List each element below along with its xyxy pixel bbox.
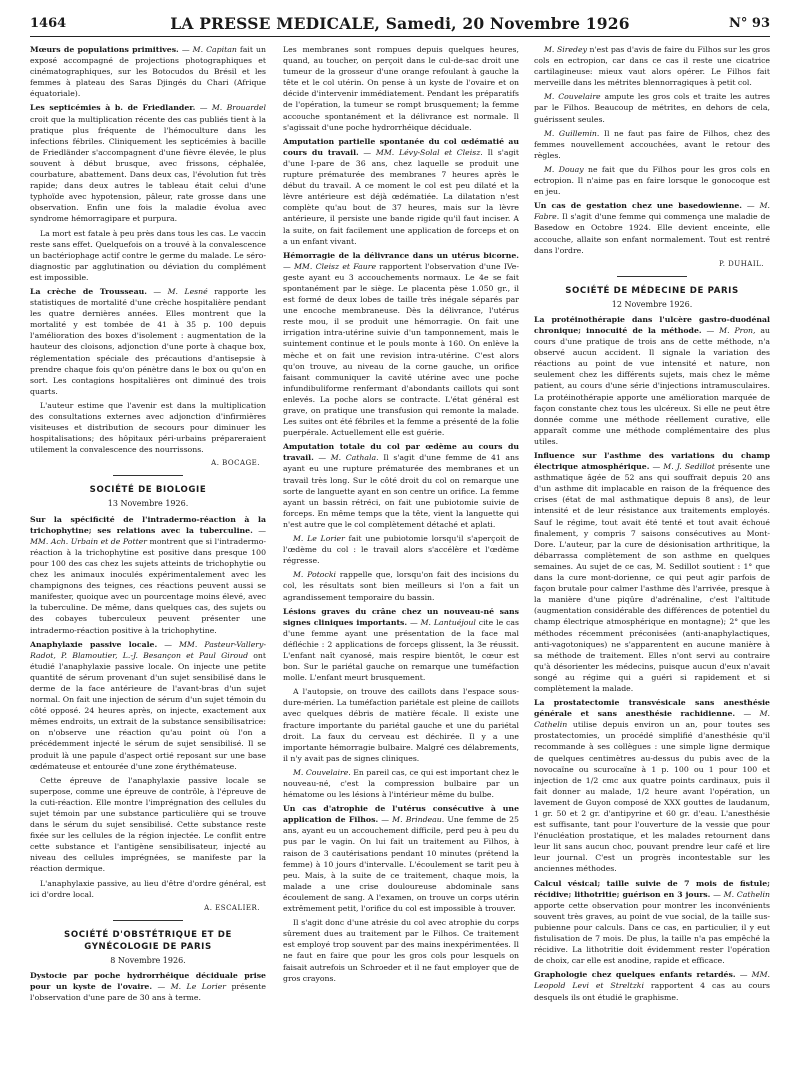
- paragraph: Lésions graves du crâne chez un nouveau-né sans signes cliniques importants. — M. Lantuéjoul cite le cas d'une femme ayant une présentation de la face mal défléchie : 2 applications de forceps glissent, la 3e réussit. L'enfant naît cyanosé, mais respire bientôt, le cœur est bon. Sur le pariétal gauche on remarque une tuméfaction molle. L'enfant meurt brusquement.: [283, 606, 519, 683]
- paragraph: Anaphylaxie passive locale. — MM. Pasteur-Vallery-Radot, P. Blamoutier, L.-J. Besançon et Paul Giroud ont étudié l'anaphylaxie passive locale. On injecte une petite quantité de sérum provenant d'un sujet sensibilisé dans le derme de la face antérieure de l'avant-bras d'un sujet normal. On fait une injection de sérum d'un sujet témoin du côté opposé. 24 heures après, on injecte, exactement aux mêmes endroits, un extrait de la substance sensibilisatrice: on n'observe une réaction qu'au point où l'on a précédemment injecté le sérum de sujet sensibilisé. Il se produit là une papule d'aspect ortié reposant sur une base œdémateuse et entourée d'une zone érythémateuse.: [30, 639, 266, 771]
- divider: [617, 276, 687, 277]
- paragraph: M. Douay ne fait que du Filhos pour les gros cols en ectropion. Il n'aime pas en faire lorsque le gonocoque est en jeu.: [534, 164, 770, 197]
- section-date: 13 Novembre 1926.: [107, 499, 189, 509]
- section-date: 8 Novembre 1926.: [110, 955, 186, 965]
- paragraph: M. Potocki rappelle que, lorsqu'on fait des incisions du col, les résultats sont bien meilleurs si l'on a fait un agrandissement temporaire du bassin.: [283, 570, 519, 602]
- paragraph: Amputation totale du col par œdème au cours du travail. — M. Cathala. Il s'agit d'une femme de 41 ans ayant eu une rupture prématurée des membranes et un travail très long. Sur le côté droit du col on remarque une sorte de languette ayant en son centre un orifice. La femme ayant un bassin rétréci, on fait une pubiotomie suivie de forceps. En même temps que la tête, vient la languette qui n'est autre que le col complètement détaché et aplati.: [283, 442, 519, 529]
- page-number: 1464: [30, 16, 67, 31]
- paragraph: Les septicémies à b. de Friedlander. — M. Brouardel croit que la multiplication récente des cas publiés tient à la pratique plus fréquente de l'hémoculture dans les infections fébriles. Cliniquement les septicémies à bacille de Friedländer s'accompagnent d'une fièvre élevée, le plus souvent à début brusque, avec frissons, céphalée, courbature, abattement. Dans deux cas, l'évolution fut très rapide; dans deux autres le tableau était celui d'une typhoïde avec hypotension, pâleur, rate grosse dans une observation. Enfin une fois la maladie évolua avec syndrome hémorragipare et purpura.: [30, 103, 266, 224]
- paragraph: M. Guillemin. Il ne faut pas faire de Filhos, chez des femmes nouvellement accouchées, avant le retour des règles.: [534, 128, 770, 160]
- paragraph: Il s'agit donc d'une atrésie du col avec atrophie du corps sûrement dues au traitement par le Filhos. Ce traitement est employé trop souvent par des mains inexpérimentées. Il ne faut en faire que pour les gros cols pour lesquels on faisait autrefois un Schroeder et il ne faut employer que de gros crayons.: [283, 918, 519, 983]
- paragraph: Cette épreuve de l'anaphylaxie passive locale se superpose, comme une épreuve de contrôle, à l'épreuve de la cuti-réaction. Elle montre l'imprégnation des cellules du sujet témoin par une substance particulière qui se trouve dans le sérum du sujet sensibilisé. Cette substance reste fixée sur les cellules de la région injectée. Le conflit entre cette substance et l'antigène sensibilisateur, injecté au niveau des cellules imprégnées, se manifeste par la réaction dermique.: [30, 775, 266, 874]
- issue-number: N° 93: [729, 16, 770, 31]
- column-1: [30, 44, 266, 1080]
- paragraph: M. Siredey n'est pas d'avis de faire du Filhos sur les gros cols en ectropion, car dans ce cas il reste une cicatrice cartilagineuse: mieux vaut alors opérer. Le Filhos fait merveille dans les métrites blennorragiques à petit col.: [534, 45, 770, 88]
- paragraph: M. Couvelaire ampute les gros cols et traite les autres par le Filhos. Beaucoup de métrites, en dehors de cela, guérissent seules.: [534, 92, 770, 124]
- paragraph: La protéinothérapie dans l'ulcère gastro-duodénal chronique; innocuité de la méthode. — M. Pron, au cours d'une pratique de trois ans de cette méthode, n'a observé aucun accident. Il signale la variation des réactions au point de vue intensité et nature, non seulement chez les différents sujets, mais chez le même patient, au cours d'une série d'injections intramusculaires. La protéinothérapie apporte une amélioration marquée de façon constante chez tous les ulcéreux. Si elle ne peut être donnée comme une méthode réellement curative, elle apparaît comme une méthode complémentaire des plus utiles.: [534, 314, 770, 446]
- page-header: [30, 14, 770, 37]
- section-date: 12 Novembre 1926.: [611, 299, 693, 309]
- paragraph: M. Le Lorier fait une pubiotomie lorsqu'il s'aperçoit de l'œdème du col : le travail alors s'accélère et l'œdème régresse.: [283, 534, 519, 566]
- paragraph: Mœurs de populations primitives. — M. Capitan fait un exposé accompagné de projections photographiques et cinématographiques, sur les Botocudos du Brésil et les femmes à plateau des Saras Djingés du Chari (Afrique équatoriale).: [30, 45, 266, 99]
- column-2: [283, 44, 519, 1080]
- paragraph: La mort est fatale à peu près dans tous les cas. Le vaccin reste sans effet. Quelquefois on a trouvé à la convalescence un bactériophage actif contre le germe du malade. Le séro-diagnostic par agglutination ou déviation du complément est impossible.: [30, 228, 266, 282]
- paragraph: Un cas d'atrophie de l'utérus consécutive à une application de Filhos. — M. Brindeau. Une femme de 25 ans, ayant eu un accouchement difficile, perd peu à peu du pus par le vagin. On lui fait un traitement au Filhos, à raison de 3 cautérisations pendant 10 minutes (prétend la femme) à 10 jours d'intervalle. L'écoulement se tarit peu à peu. Mais, à la suite de ce traitement, chaque mois, la malade a une crise douloureuse abdominale sans écoulement de sang. A l'examen, on trouve un corps utérin extrêmement petit, l'orifice du col est impossible à trouver.: [283, 804, 519, 914]
- paragraph: Calcul vésical; taille suivie de 7 mois de fistule; récidive; lithotritie; guérison en 3 jours. — M. Cathelin apporte cette observation pour montrer les inconvénients souvent très graves, au point de vue social, de la taille sus-pubienne pour calculs. Dans ce cas, en particulier, il y eut fistulisation de 7 mois. De plus, la taille n'a pas empêché la récidive. La lithotritie doit évidemment rester l'opération de choix, car elle est anodine, rapide et efficace.: [534, 878, 770, 966]
- signature: A. BOCAGE.: [211, 459, 260, 468]
- journal-title: LA PRESSE MEDICALE, Samedi, 20 Novembre 1926: [170, 14, 630, 33]
- paragraph: Amputation partielle spontanée du col œdématié au cours du travail. — MM. Lévy-Solal et Cleisz. Il s'agit d'une I-pare de 36 ans, chez laquelle se produit une rupture prématurée des membranes 7 heures après le début du travail. A ce moment le col est peu dilaté et la lèvre antérieure est déjà œdématiée. La dilatation n'est complète qu'au bout de 37 heures, mais sur la lèvre antérieure, il persiste une bande rigide qu'il faut inciser. A la suite, on fait facilement une application de forceps et on a un enfant vivant.: [283, 136, 519, 246]
- paragraph: Sur la spécificité de l'intradermo-réaction à la trichophytine; ses relations avec la tuberculine. — MM. Ach. Urbain et de Potter montrent que si l'intradermo-réaction à la trichophytine est positive dans presque 100 pour 100 des cas chez les sujets atteints de trichophytie ou chez les animaux inoculés expérimentalement avec les champignons des teignes, ces réactions peuvent aussi se manifester, quoique avec un pourcentage moins élevé, avec la tuberculine. De même, dans quelques cas, des sujets ou des cobayes tuberculeux peuvent présenter une intradermo-réaction positive à la trichophytine.: [30, 514, 266, 635]
- paragraph: Un cas de gestation chez une basedowienne. — M. Fabre. Il s'agit d'une femme qui commença une maladie de Basedow en Octobre 1924. Elle devient enceinte, elle accouche, allaite son enfant normalement. Tout est rentré dans l'ordre.: [534, 201, 770, 255]
- paragraph: La crèche de Trousseau. — M. Lesné rapporte les statistiques de mortalité d'une crèche hospitalière pendant les quatre dernières années. Elles montrent que la mortalité y est tombée de 41 à 35 p. 100 depuis l'amélioration des boxes d'isolement : augmentation de la hauteur des cloisons, adjonction d'une porte à chaque box, réglementation spéciale des précautions d'antisepsie à prendre chaque fois qu'on pénètre dans le box ou qu'on en sort. Les contagions hospitalières ont diminué des trois quarts.: [30, 286, 266, 396]
- paragraph: L'auteur estime que l'avenir est dans la multiplication des consultations externes avec adjonction d'infirmières visiteuses et distribution de secours pour diminuer les hospitalisations; des hôpitaux péri-urbains prépareraient utilement la convalescence des nourrissons.: [30, 400, 266, 455]
- signature: A. ESCALIER.: [204, 903, 260, 912]
- paragraph: Dystocie par poche hydrorrhéique déciduale prise pour un kyste de l'ovaire. — M. Le Lorier présente l'observation d'une pare de 30 ans à terme.: [30, 970, 266, 1003]
- paragraph: M. Couvelaire. En pareil cas, ce qui est important chez le nouveau-né, c'est la compression bulbaire par un hématome ou les lésions à l'intérieur même du bulbe.: [283, 767, 519, 800]
- paragraph: Influence sur l'asthme des variations du champ électrique atmosphérique. — M. J. Sedillot présente une asthmatique âgée de 52 ans qui souffrait depuis 20 ans d'un asthme dit implacable en raison de la fréquence des crises (état de mal asthmatique depuis 8 ans), de leur intensité et de leur résistance aux traitements employés. Sauf le régime, tout avait été tenté et tout avait échoué finalement, y compris 7 saisons consécutives au Mont-Dore. L'auteur, par la cure de désionisation arthritique, la débarrassa complètement de son asthme en quelques semaines. Au sujet de ce cas, M. Sedillot soutient : 1° que dans la cure mont-dorienne, ce qui peut agir parfois de façon brutale pour calmer l'asthme dès l'arrivée, presque à la manière d'une piqûre d'adrénaline, c'est l'altitude (augmentation considérable des différences de potentiel du champ électrique atmosphérique en montagne); 2° que les méthodes récemment préconisées (anti-anaphylactiques, anti-vagotoniques) ne s'apparentent en aucune manière à sa méthode de traitement. Elles n'ont servi au contraire qu'à désorienter les médecins, puisque aucun d'eux n'avait songé au régime qui a guéri si rapidement et si complètement la malade.: [534, 451, 770, 693]
- divider: [113, 920, 183, 921]
- paragraph: Graphologie chez quelques enfants retardés. — MM. Leopold Levi et Streltzki rapportent 4 cas au cours desquels ils ont étudié le graphisme.: [534, 970, 770, 1002]
- paragraph: L'anaphylaxie passive, au lieu d'être d'ordre général, est ici d'ordre local.: [30, 878, 266, 899]
- paragraph: La prostatectomie transvésicale sans anesthésie générale et sans anesthésie rachidienne. — M. Cathelin utilise depuis environ un an, pour toutes ses prostatectomies, un procédé simplifié d'anesthésie qu'il recommande à ses collègues : une simple ligne dermique de quelques centimètres au-dessus du pubis avec de la novocaïne ou scurocaïne à 1 p. 100 ou 1 pour 100 et injection de 1/2 cmc aux quatre points cardinaux, puis il fait donner au malade, 1/2 heure avant l'opération, un lavement de Guyon composé de XXX gouttes de laudanum, 1 gr. 50 et 2 gr. d'antipyrine et 60 gr. d'eau. L'anesthésie est suffisante, tant pour l'ouverture de la vessie que pour l'énucléation prostatique, et les malades retournent dans leur lit sans aucun choc, pouvant prendre leur café et lire leur journal. C'est un progrès incontestable sur les anciennes méthodes.: [534, 698, 770, 874]
- column-3: [534, 44, 770, 1080]
- signature: P. DUHAIL.: [718, 259, 764, 268]
- paragraph: Hémorragie de la délivrance dans un utérus bicorne. — MM. Cleisz et Faure rapportent l'observation d'une IVe-geste ayant eu 3 accouchements normaux. Le 4e se fait spontanément par le siège. Le placenta pèse 1.050 gr., il est formé de deux lobes de taille très inégale séparés par une encoche membraneuse. Dès la délivrance, l'utérus reste mou, il se produit une hémorragie. On fait une irrigation intra-utérine suivie d'un tamponnement, mais le suintement continue et le pouls monte à 160. On enlève la mèche et on fait une revision intra-utérine. C'est alors qu'on trouve, au niveau de la corne gauche, un orifice faisant communiquer la cavité utérine avec une poche infundibuliforme renfermant d'abondants caillots qui sont enlevés. La poche alors se contracte. L'état général est grave, on pratique une transfusion qui remonte la malade. Les suites ont été fébriles et la femme a présenté de la folie puerpérale. Actuellement elle est guérie.: [283, 250, 519, 438]
- divider: [113, 475, 183, 476]
- paragraph: Les membranes sont rompues depuis quelques heures, quand, au toucher, on perçoit dans le cul-de-sac droit une tumeur de la grosseur d'une orange refoulant à gauche la tête et le col utérin. On pense à un kyste de l'ovaire et on décide d'intervenir immédiatement. Pendant les préparatifs de l'opération, la tumeur se rompt brusquement; la femme accouche spontanément et la délivrance est normale. Il s'agissait d'une poche hydrorrhéique déciduale.: [283, 45, 519, 132]
- section-title: SOCIÉTÉ D'OBSTÉTRIQUE ET DE GYNÉCOLOGIE DE PARIS: [64, 929, 232, 952]
- section-title: SOCIÉTÉ DE MÉDECINE DE PARIS: [565, 285, 739, 296]
- section-title: SOCIÉTÉ DE BIOLOGIE: [89, 485, 207, 496]
- paragraph: A l'autopsie, on trouve des caillots dans l'espace sous-dure-mérien. La tuméfaction pariétale est pleine de caillots avec quelques débris de matière fécale. Il existe une fracture importante du pariétal gauche et une du pariétal droit. La faux du cerveau est déchirée. Il y a une importante hémorragie bulbaire. Malgré ces délabrements, il n'y avait pas de signes cliniques.: [283, 687, 519, 763]
